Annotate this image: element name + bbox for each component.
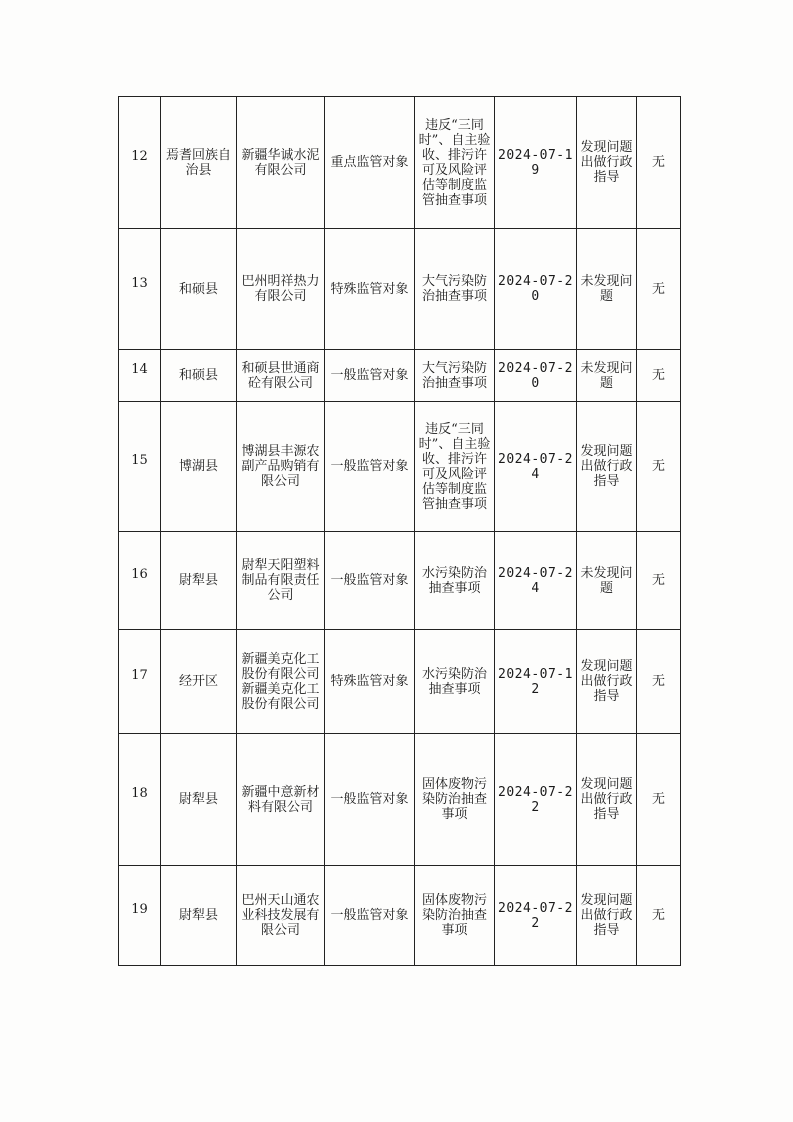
- row-number: 19: [119, 866, 161, 966]
- remark-cell: 无: [637, 866, 681, 966]
- row-number: 14: [119, 350, 161, 402]
- item-cell: 违反“三同时”、自主验收、排污许可及风险评估等制度监管抽查事项: [415, 402, 495, 532]
- remark-cell: 无: [637, 229, 681, 350]
- region-cell: 尉犁县: [161, 734, 237, 866]
- row-number: 18: [119, 734, 161, 866]
- inspection-table: [118, 96, 681, 966]
- company-cell: 巴州天山通农业科技发展有限公司: [237, 866, 325, 966]
- region-cell: 尉犁县: [161, 866, 237, 966]
- item-cell: 固体废物污染防治抽查事项: [415, 866, 495, 966]
- item-cell: 违反“三同时”、自主验收、排污许可及风险评估等制度监管抽查事项: [415, 97, 495, 229]
- region-cell: 和硕县: [161, 350, 237, 402]
- result-cell: 未发现问题: [577, 350, 637, 402]
- result-cell: 发现问题出做行政指导: [577, 630, 637, 734]
- type-cell: 一般监管对象: [325, 532, 415, 630]
- remark-cell: 无: [637, 350, 681, 402]
- type-cell: 一般监管对象: [325, 734, 415, 866]
- type-cell: 一般监管对象: [325, 402, 415, 532]
- type-cell: 特殊监管对象: [325, 229, 415, 350]
- company-cell: 新疆中意新材料有限公司: [237, 734, 325, 866]
- table-row: [119, 630, 681, 734]
- company-cell: 新疆华诚水泥有限公司: [237, 97, 325, 229]
- region-cell: 焉耆回族自治县: [161, 97, 237, 229]
- remark-cell: 无: [637, 532, 681, 630]
- company-cell: 新疆美克化工股份有限公司新疆美克化工股份有限公司: [237, 630, 325, 734]
- item-cell: 大气污染防治抽查事项: [415, 229, 495, 350]
- company-cell: 和硕县世通商砼有限公司: [237, 350, 325, 402]
- date-cell: 2024-07-22: [495, 734, 577, 866]
- region-cell: 博湖县: [161, 402, 237, 532]
- row-number: 16: [119, 532, 161, 630]
- table-row: [119, 97, 681, 229]
- type-cell: 特殊监管对象: [325, 630, 415, 734]
- type-cell: 重点监管对象: [325, 97, 415, 229]
- table-row: [119, 734, 681, 866]
- date-cell: 2024-07-22: [495, 866, 577, 966]
- remark-cell: 无: [637, 97, 681, 229]
- row-number: 13: [119, 229, 161, 350]
- table-row: [119, 402, 681, 532]
- result-cell: 未发现问题: [577, 229, 637, 350]
- item-cell: 大气污染防治抽查事项: [415, 350, 495, 402]
- date-cell: 2024-07-20: [495, 350, 577, 402]
- table-row: [119, 229, 681, 350]
- region-cell: 经开区: [161, 630, 237, 734]
- result-cell: 发现问题出做行政指导: [577, 402, 637, 532]
- row-number: 17: [119, 630, 161, 734]
- date-cell: 2024-07-19: [495, 97, 577, 229]
- date-cell: 2024-07-20: [495, 229, 577, 350]
- item-cell: 固体废物污染防治抽查事项: [415, 734, 495, 866]
- region-cell: 尉犁县: [161, 532, 237, 630]
- company-cell: 博湖县丰源农副产品购销有限公司: [237, 402, 325, 532]
- date-cell: 2024-07-12: [495, 630, 577, 734]
- date-cell: 2024-07-24: [495, 532, 577, 630]
- result-cell: 发现问题出做行政指导: [577, 866, 637, 966]
- table-row: [119, 350, 681, 402]
- item-cell: 水污染防治抽查事项: [415, 630, 495, 734]
- remark-cell: 无: [637, 402, 681, 532]
- table-row: [119, 866, 681, 966]
- item-cell: 水污染防治抽查事项: [415, 532, 495, 630]
- result-cell: 发现问题出做行政指导: [577, 734, 637, 866]
- remark-cell: 无: [637, 734, 681, 866]
- result-cell: 未发现问题: [577, 532, 637, 630]
- type-cell: 一般监管对象: [325, 866, 415, 966]
- company-cell: 尉犁天阳塑料制品有限责任公司: [237, 532, 325, 630]
- remark-cell: 无: [637, 630, 681, 734]
- row-number: 15: [119, 402, 161, 532]
- date-cell: 2024-07-24: [495, 402, 577, 532]
- type-cell: 一般监管对象: [325, 350, 415, 402]
- table-row: [119, 532, 681, 630]
- result-cell: 发现问题出做行政指导: [577, 97, 637, 229]
- row-number: 12: [119, 97, 161, 229]
- company-cell: 巴州明祥热力有限公司: [237, 229, 325, 350]
- region-cell: 和硕县: [161, 229, 237, 350]
